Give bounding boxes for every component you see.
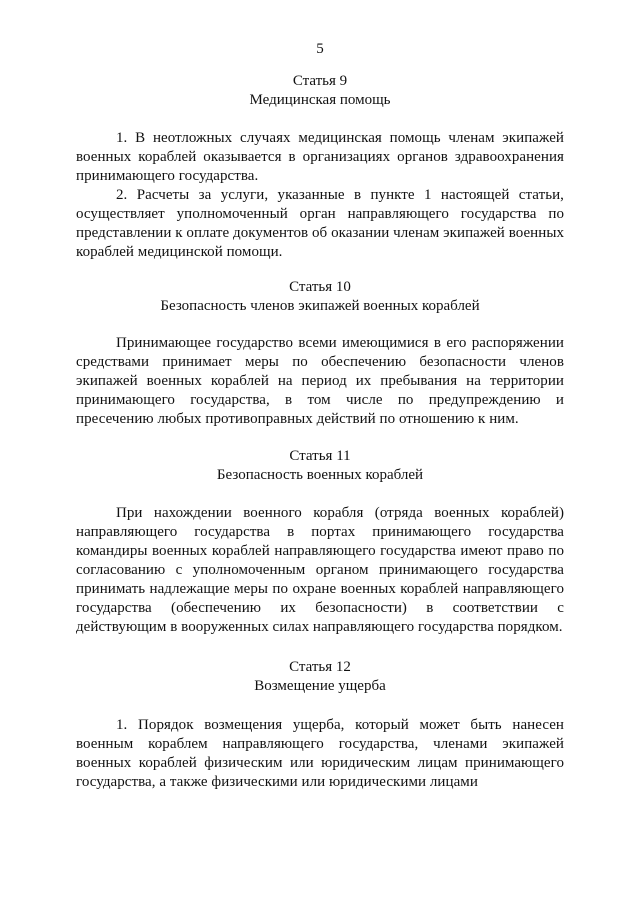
- paragraph: 1. Порядок возмещения ущерба, который может быть нанесен военным кораблем направляющего государства, членами экипажей военных кораблей физическим или юридическим лицам принимающего государства, а также физическими или юридическими лицами: [76, 717, 564, 790]
- article-heading: [76, 72, 564, 110]
- article-heading: [76, 278, 564, 316]
- paragraph: Принимающее государство всеми имеющимися в его распоряжении средствами принимает меры по обеспечению безопасности членов экипажей военных кораблей на период их пребывания на территории принимающего государства, в том числе по предупреждению и пресечению любых противоправных действий по отношению к ним.: [76, 335, 564, 427]
- article-title: Безопасность военных кораблей: [216, 467, 424, 483]
- article-number: Статья 9: [292, 73, 348, 89]
- article-title: Медицинская помощь: [249, 92, 391, 108]
- document-content: [76, 72, 564, 792]
- article-10: [76, 278, 564, 429]
- paragraph: При нахождении военного корабля (отряда военных кораблей) направляющего государства в портах принимающего государства командиры военных кораблей направляющего государства имеют право по согласованию с уполномоченным органом принимающего государства принимать надлежащие меры по охране военных кораблей направляющего государства (обеспечению их безопасности) в соответствии с действующим в вооруженных силах направляющего государства порядком.: [76, 505, 564, 635]
- article-title: Безопасность членов экипажей военных кораблей: [160, 298, 480, 314]
- page-number: 5: [316, 41, 324, 57]
- article-number: Статья 10: [289, 279, 351, 295]
- article-12: [76, 658, 564, 792]
- article-title: Возмещение ущерба: [254, 678, 386, 694]
- article-number: Статья 12: [289, 659, 351, 675]
- article-11: [76, 447, 564, 637]
- article-heading: [76, 658, 564, 696]
- article-body: [76, 334, 564, 429]
- article-body: [76, 129, 564, 262]
- article-heading: [76, 447, 564, 485]
- article-body: [76, 716, 564, 792]
- article-9: [76, 72, 564, 262]
- article-body: [76, 504, 564, 637]
- article-number: Статья 11: [289, 448, 351, 464]
- paragraph: 1. В неотложных случаях медицинская помощь членам экипажей военных кораблей оказывается в организациях органов здравоохранения принимающего государства.: [76, 130, 564, 184]
- paragraph: 2. Расчеты за услуги, указанные в пункте 1 настоящей статьи, осуществляет уполномоченный орган направляющего государства по представлении к оплате документов об оказании членам экипажей военных кораблей медицинской помощи.: [76, 187, 564, 260]
